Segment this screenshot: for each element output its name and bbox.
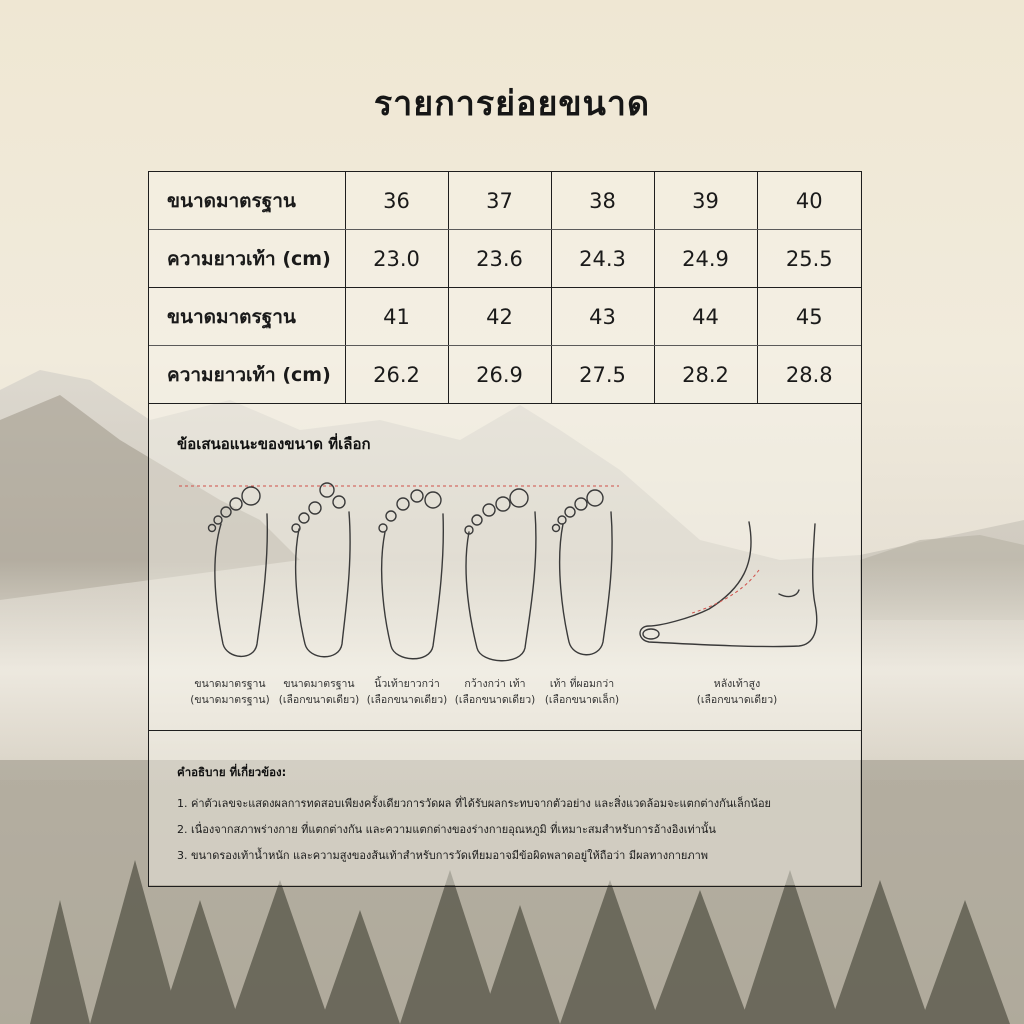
- size-cell: 43: [551, 288, 654, 346]
- length-cell: 27.5: [551, 346, 654, 404]
- length-cell: 23.6: [448, 230, 551, 288]
- caption-high-instep: หลังเท้าสูง (เลือกขนาดเดียว): [696, 678, 778, 706]
- table-row: [149, 230, 861, 288]
- length-cell: 28.2: [654, 346, 757, 404]
- row-label-length: ความยาวเท้า (cm): [149, 230, 345, 288]
- row-label-size: ขนาดมาตรฐาน: [149, 172, 345, 230]
- length-cell: 28.8: [757, 346, 861, 404]
- size-cell: 44: [654, 288, 757, 346]
- size-cell: 45: [757, 288, 861, 346]
- size-cell: 41: [345, 288, 448, 346]
- size-cell: 38: [551, 172, 654, 230]
- foot-narrow-icon: [553, 490, 613, 655]
- size-cell: 37: [448, 172, 551, 230]
- fit-recommendation-section: [149, 404, 861, 731]
- foot-longer-toes-icon: [379, 490, 443, 659]
- length-cell: 26.2: [345, 346, 448, 404]
- note-item: 3. ขนาดรองเท้าน้ำหนัก และความสูงของส้นเท้าสำหรับการวัดเทียมอาจมีข้อผิดพลาดอยู่ให้ถือว่า มีผลทางกายภาพ: [177, 849, 709, 862]
- foot-wider-icon: [465, 489, 536, 661]
- size-table: [149, 172, 861, 404]
- size-cell: 40: [757, 172, 861, 230]
- size-chart-panel: [148, 171, 862, 887]
- size-cell: 36: [345, 172, 448, 230]
- length-cell: 23.0: [345, 230, 448, 288]
- caption-standard-alt: ขนาดมาตรฐาน (เลือกขนาดเดียว): [278, 678, 360, 706]
- instep-guide-line: [689, 570, 759, 614]
- caption-longer-toes: นิ้วเท้ายาวกว่า (เลือกขนาดเดียว): [366, 678, 448, 706]
- length-cell: 24.3: [551, 230, 654, 288]
- recommendation-title: ข้อเสนอแนะของขนาด ที่เลือก: [177, 435, 371, 453]
- length-cell: 25.5: [757, 230, 861, 288]
- caption-narrow: เท้า ที่ผอมกว่า (เลือกขนาดเล็ก): [544, 678, 620, 706]
- row-label-size: ขนาดมาตรฐาน: [149, 288, 345, 346]
- description-section: [177, 764, 847, 872]
- foot-standard-alt-icon: [292, 483, 350, 657]
- foot-high-instep-icon: [640, 522, 817, 647]
- note-item: 2. เนื่องจากสภาพร่างกาย ที่แตกต่างกัน และความแตกต่างของร่างกายอุณหภูมิ ที่เหมาะสมสำหรับการอ้างอิงเท่านั้น: [177, 823, 716, 836]
- length-cell: 26.9: [448, 346, 551, 404]
- row-label-length: ความยาวเท้า (cm): [149, 346, 345, 404]
- size-cell: 42: [448, 288, 551, 346]
- caption-wider: กว้างกว่า เท้า (เลือกขนาดเดียว): [454, 678, 536, 706]
- page-title: รายการย่อยขนาด: [373, 84, 651, 124]
- table-row: [149, 346, 861, 404]
- table-row: [149, 172, 861, 230]
- description-title: คำอธิบาย ที่เกี่ยวข้อง:: [177, 765, 287, 779]
- caption-standard: ขนาดมาตรฐาน (ขนาดมาตรฐาน): [190, 678, 270, 706]
- size-cell: 39: [654, 172, 757, 230]
- foot-standard-icon: [209, 487, 268, 656]
- length-cell: 24.9: [654, 230, 757, 288]
- table-row: [149, 288, 861, 346]
- note-item: 1. ค่าตัวเลขจะแสดงผลการทดสอบเพียงครั้งเดียวการวัดผล ที่ได้รับผลกระทบจากตัวอย่าง และสิ่งแวดล้อมจะแตกต่างกันเล็กน้อย: [177, 797, 771, 810]
